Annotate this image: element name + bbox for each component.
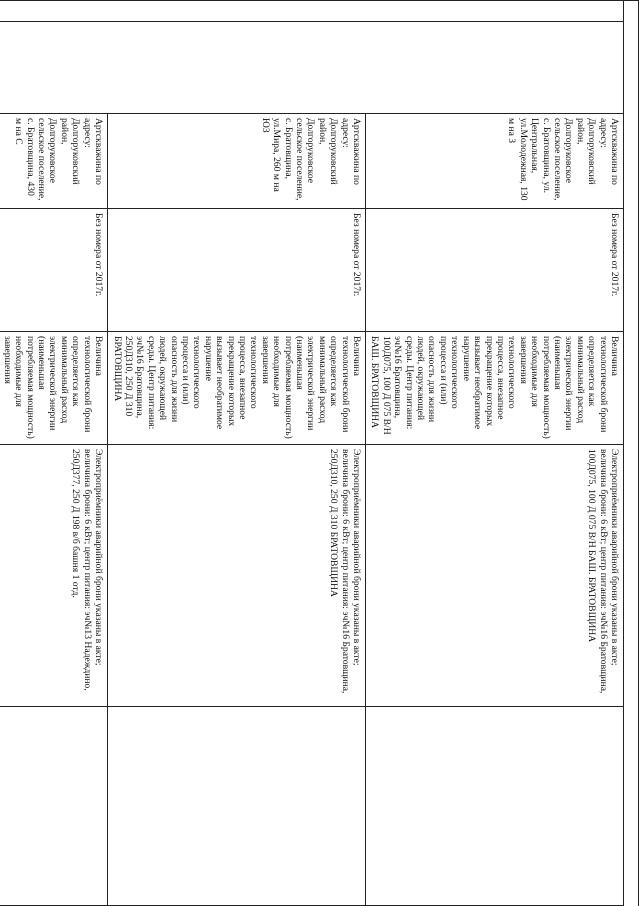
row-col4: Без номера от 2017г. xyxy=(108,209,366,332)
row-col3: Артскважина по адресу: Долгоруковский район, Долгоруковское сельское поселение, с. Братовщина, ул. Центральная, ул.Молодежная, 130 м на З xyxy=(366,114,624,209)
row-col4: Без номера от 2017г. xyxy=(366,209,624,332)
blank-cell xyxy=(624,332,639,445)
row-col2 xyxy=(108,22,366,114)
row-col1 xyxy=(108,1,366,22)
row-col7 xyxy=(108,707,366,906)
blank-cell xyxy=(624,22,639,114)
blank-cell xyxy=(624,1,639,22)
row-col3: Артскважина по адресу: Долгоруковский район, Долгоруковское сельское поселение, с. Братовщина, ул.Мира, 260 м на ЮЗ xyxy=(108,114,366,209)
row-col7 xyxy=(366,707,624,906)
blank-cell xyxy=(624,114,639,209)
row-col1 xyxy=(0,1,108,22)
row-col2 xyxy=(0,22,108,114)
blank-cell xyxy=(624,445,639,707)
row-col2 xyxy=(366,22,624,114)
blank-band-top xyxy=(624,1,639,906)
row-col5: Величина технологической брони определяется как минимальный расход электрической энергии (наименьшая потребляемая мощность) необходимые для завершения технологического процесса, внезапное прекращение которых вызывает необратимое нарушение технологического процесса и (или) опасность для жизни людей, окружающей среды. Центр питания: эч№16 Братовщина, 250Д310, 250 Д 310 БРАТОВЩИНА xyxy=(108,332,366,445)
row-col1 xyxy=(366,1,624,22)
table-row xyxy=(0,1,108,906)
row-col5: Величина технологической брони определяется как минимальный расход электрической энергии (наименьшая потребляемая мощность) необходимые для завершения технологического процесса, внезапное прекращение которых вызывает необратимое нарушение технологического процесса и (или) опасность для жизни людей, окружающей среды. Центр питания: эч№16 Братовщина, 100Д075, 100 Д 075 В/Н БАШ. БРАТОВЩИНА xyxy=(366,332,624,445)
row-col5: Величина технологической брони определяется как минимальный расход электрической энергии (наименьшая потребляемая мощность) необходимые для завершения xyxy=(0,332,108,445)
blank-cell xyxy=(624,707,639,906)
row-col7 xyxy=(0,707,108,906)
blank-cell xyxy=(624,209,639,332)
table-row xyxy=(366,1,624,906)
row-col4: Без номера от 2017г. xyxy=(0,209,108,332)
row-col6: Электроприёмники аварийной брони указаны в акте; величина брони: 6 кВт; центр питания: эч№16 Братовщина, 100Д075, 100 Д 075 В/Н БАШ. БРАТОВЩИНА xyxy=(366,445,624,707)
row-col6: Электроприёмники аварийной брони указаны в акте; величина брони: 6 кВт; центр питания: эч№13 Надеждино, 250Д377, 250 Д 198 в/б башня 1 отд. xyxy=(0,445,108,707)
row-col3: Артскважина по адресу: Долгоруковский район, Долгоруковское сельское поселение, с. Братовщина, 430 м на С xyxy=(0,114,108,209)
row-col6: Электроприёмники аварийной брони указаны в акте; величина брони: 6 кВт; центр питания: эч№16 Братовщина, 250Д310, 250 Д 310 БРАТОВЩИНА xyxy=(108,445,366,707)
table-row xyxy=(108,1,366,906)
